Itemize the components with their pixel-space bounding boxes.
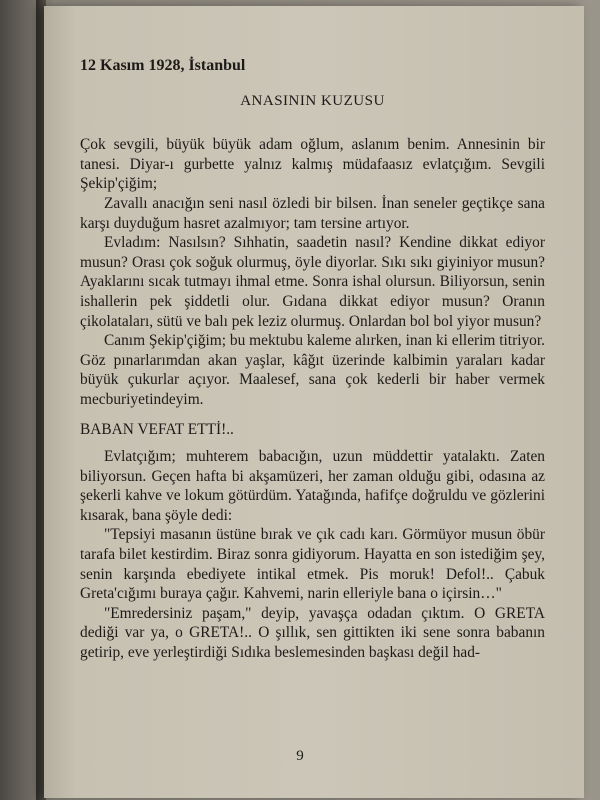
letter-dateline: 12 Kasım 1928, İstanbul [80, 57, 246, 74]
paragraph-longing: Zavallı anacığın seni nasıl özledi bir bilsen. İnan seneler geçtikçe sana karşı duyduğum hasret azalmıyor; tam tersine artıyor. [80, 194, 545, 232]
paragraph-salutation: Çok sevgili, büyük büyük adam oğlum, aslanım benim. Annesinin bir tanesi. Diyar-ı gurbette yalnız kalmış müdafaasız evlatçığım. Sevgili Şekip'çiğim; [80, 136, 545, 193]
page-number: 9 [296, 748, 304, 764]
paragraph-bad-news: Canım Şekip'çiğim; bu mektubu kaleme alırken, inan ki ellerim titriyor. Göz pınarlarımdan akan yaşlar, kâğıt üzerinde kalbimin yaraları kadar büyük çukurlar açıyor. Maalesef, sana çok kederli bir haber vermek mecburiyetindeyim. [80, 332, 545, 408]
paragraph-greta: "Emredersiniz paşam," deyip, yavaşça odadan çıktım. O GRETA dediği var ya, o GRETA!.. O şıllık, sen gittikten iki sene sonra babanın getirip, eve yerleştirdiği Sıdıka beslemesinden başkası değil had- [80, 604, 545, 662]
paragraph-announcement: BABAN VEFAT ETTİ!.. [80, 420, 234, 438]
paragraph-quote: "Tepsiyi masanın üstüne bırak ve çık cadı karı. Görmüyor musun öbür tarafa bilet kestirdim. Biraz sonra gidiyorum. Hayatta en son istediğim şey, senin karşında ebediyete intikal etmek. Pis moruk! Defol!.. Çabuk Greta'cığımı buraya çağır. Kahvemi, narin elleriyle bana o içirsin…" [80, 526, 545, 603]
paragraph-questions: Evladım: Nasılsın? Sıhhatin, saadetin nasıl? Kendine dikkat ediyor musun? Orası çok soğuk olurmuş, öyle diyorlar. Sıkı sıkı giyiniyor musun? Ayaklarını sıcak tutmayı ihmal etme. Sonra ishal olursun. Biliyorsun, senin ishallerin pek şiddetli olur. Gıdana dikkat ediyor musun? Oranın çikolataları, sütü ve balı pek leziz olurmuş. Onlardan bol bol yiyor musun? [80, 234, 545, 330]
page-text [80, 56, 545, 663]
chapter-title: ANASININ KUZUSU [240, 92, 385, 109]
paragraph-story: Evlatçığım; muhterem babacığın, uzun müddettir yatalaktı. Zaten biliyorsun. Geçen hafta bi akşamüzeri, her zaman olduğu gibi, odasına az şekerli kahve ve lokum götürdüm. Yatağında, hafifçe doğruldu ve gözlerini kısarak, bana şöyle dedi: [80, 448, 545, 524]
